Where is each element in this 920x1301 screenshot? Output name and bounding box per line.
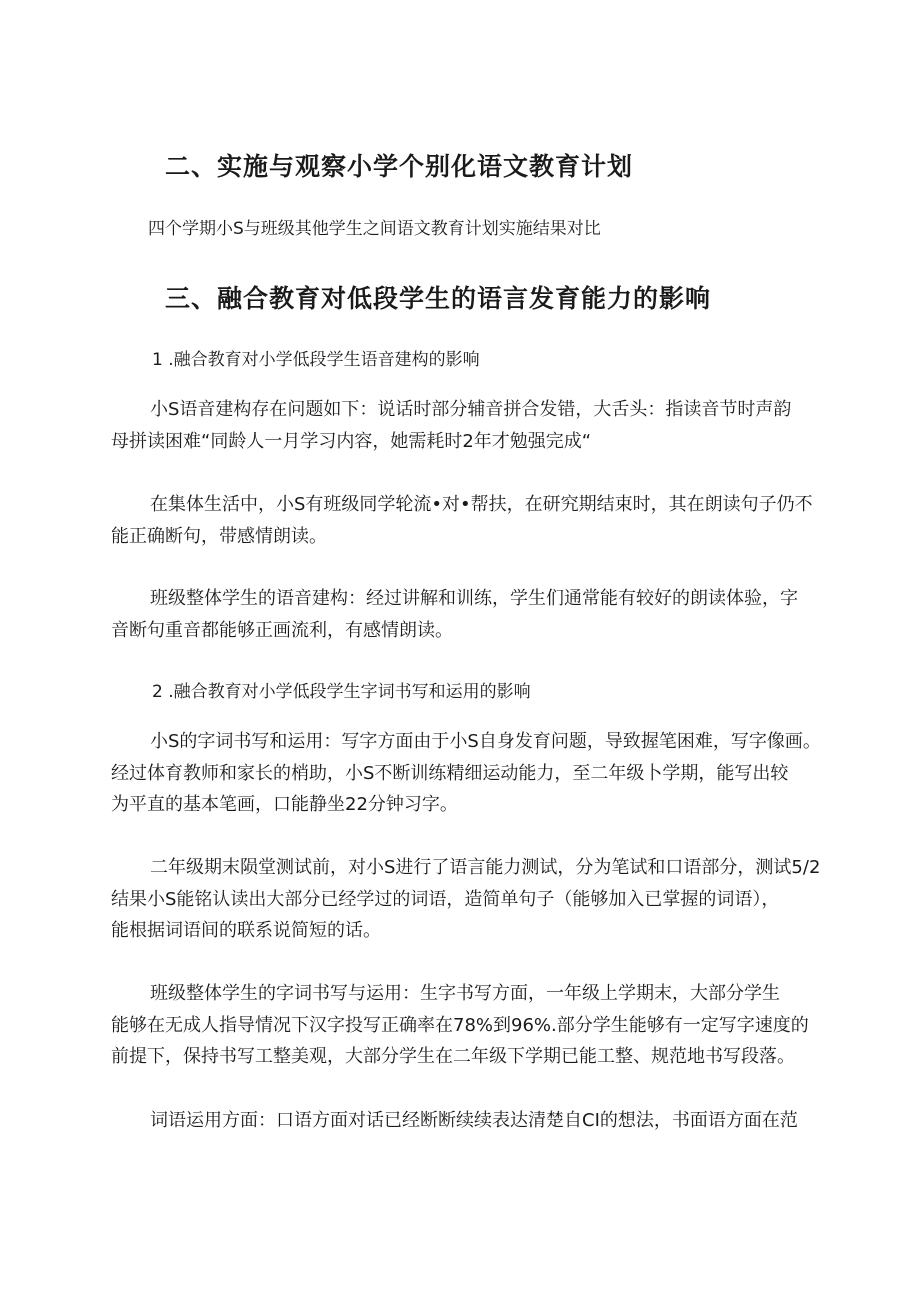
paragraph-1-line-2: 母拼读困难“同龄人一月学习内容，她需耗时2年才勉强完成“ xyxy=(111,431,592,452)
paragraph-5-cont xyxy=(111,884,779,946)
paragraph-6-line-3: 前提下，保持书写工整美观，大部分学生在二年级下学期已能工整、规范地书写段落。 xyxy=(111,1046,795,1067)
paragraph-2-line-2: 能正确断句，带感情朗读。 xyxy=(111,526,327,547)
paragraph-5-line-2: 结果小S能铭认读出大部分已经学过的词语，造简单句子（能够加入已掌握的词语）， xyxy=(111,889,780,910)
paragraph-6 xyxy=(150,978,780,1009)
paragraph-6-line-2: 能够在无成人指导情况下汉字投写正确率在78%到96%.部分学生能够有一定写字速度的 xyxy=(111,1015,809,1036)
paragraph-2-line-1: 在集体生活中，小S有班级同学轮流•对•帮扶，在研究期结束时，其在朗读句子仍不 xyxy=(150,494,813,515)
section-heading-2: 二、实施与观察小学个别化语文教育计划 xyxy=(165,152,634,181)
section-heading-3: 三、融合教育对低段学生的语言发育能力的影响 xyxy=(165,284,712,313)
paragraph-7 xyxy=(150,1105,798,1136)
paragraph-4 xyxy=(150,726,821,757)
paragraph-4-line-1: 小S的字词书写和运用：写字方面由于小S自身发育问题，导致握笔困难，写字像画。 xyxy=(150,731,821,752)
paragraph-3 xyxy=(150,583,798,614)
paragraph-6-cont xyxy=(111,1010,809,1072)
paragraph-5-line-1: 二年级期末陨堂测试前，对小S进行了语言能力测试，分为笔试和口语部分，测试5/2 xyxy=(150,857,821,878)
paragraph-2 xyxy=(150,489,813,520)
paragraph-3-line-2: 音断句重音都能够正画流利，有感情朗读。 xyxy=(111,620,453,641)
paragraph-3-line-1: 班级整体学生的语音建构：经过讲解和训练，学生们通常能有较好的朗读体验，字 xyxy=(150,588,798,609)
subsection-heading-2: 2 .融合教育对小学低段学生字词书写和运用的影响 xyxy=(152,682,531,702)
paragraph-1-line-1: 小S语音建构存在问题如下：说话时部分辅音拼合发错，大舌头：指读音节时声韵 xyxy=(150,399,792,420)
paragraph-4-cont xyxy=(111,758,788,820)
paragraph-5 xyxy=(150,852,820,883)
paragraph-4-line-2: 经过体育教师和家长的梢助，小S不断训练精细运动能力，至二年级卜学期，能写出较 xyxy=(111,763,789,784)
paragraph-1-cont xyxy=(111,426,591,457)
paragraph-7-line-1: 词语运用方面：口语方面对话已经断断续续表达清楚自CI的想法，书面语方面在范 xyxy=(150,1110,798,1131)
paragraph-6-line-1: 班级整体学生的字词书写与运用：生字书写方面，一年级上学期末，大部分学生 xyxy=(150,983,780,1004)
paragraph-3-cont xyxy=(111,615,453,646)
paragraph-5-line-3: 能根据词语间的联系说简短的话。 xyxy=(111,920,381,941)
subsection-heading-1: 1 .融合教育对小学低段学生语音建构的影响 xyxy=(152,350,480,370)
paragraph-4-line-3: 为平直的基本笔画，口能静坐22分钟习字。 xyxy=(111,794,458,815)
table-caption: 四个学期小S与班级其他学生之间语文教育计划实施结果对比 xyxy=(148,219,601,239)
paragraph-1 xyxy=(150,394,791,425)
paragraph-2-cont xyxy=(111,521,327,552)
